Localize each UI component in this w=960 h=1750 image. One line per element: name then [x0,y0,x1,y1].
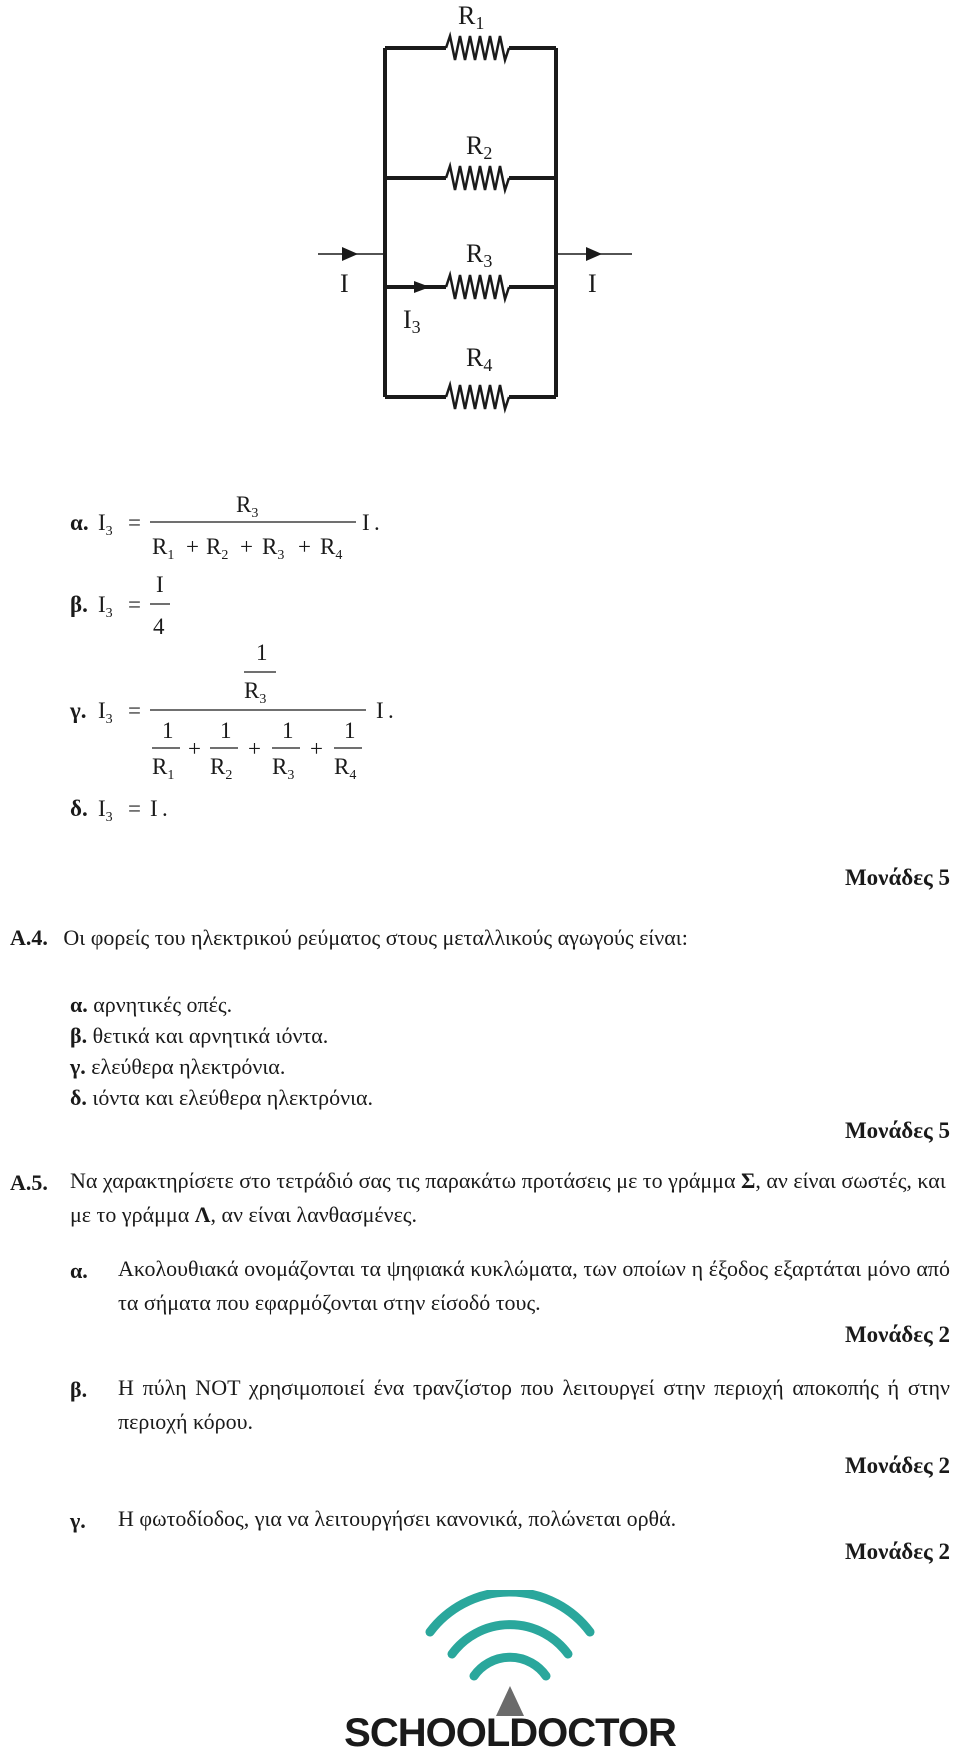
a4-number: A.4. [10,925,48,950]
option-delta-formula [70,796,168,825]
svg-text:γ.: γ. [70,698,87,723]
a4-question [10,925,688,951]
option-text: ιόντα και ελεύθερα ηλεκτρόνια. [92,1085,374,1110]
label-current-in: I [340,269,349,298]
svg-text:+: + [240,534,253,559]
svg-text:=: = [128,698,141,723]
option-gamma-formula [69,640,394,783]
svg-text:.: . [388,698,394,723]
resistor-r2 [446,166,509,190]
svg-text:.: . [374,510,380,535]
option-letter: γ. [70,1054,86,1079]
option-beta-formula [70,572,170,639]
svg-text:I: I [156,572,164,597]
label-current-out: I [588,269,597,298]
a5-item-b-text: Η πύλη NOT χρησιμοποιεί ένα τρανζίστορ που λειτουργεί στην περιοχή αποκοπής ή στην περιοχή κόρου. [118,1375,950,1434]
resistor-r1 [446,36,509,60]
svg-text:I: I [362,510,370,535]
letter-sigma: Σ [741,1168,756,1193]
a4-option-b [70,1023,328,1049]
svg-text:=: = [128,510,141,535]
svg-text:1: 1 [220,718,232,743]
schooldoctor-logo [330,1590,690,1750]
option-letter: β. [70,1023,88,1048]
svg-text:β.: β. [70,592,88,617]
a5-item-a-marks: Μονάδες 2 [844,1322,950,1347]
svg-text:+: + [248,736,261,761]
svg-text:1: 1 [344,718,356,743]
option-text: ελεύθερα ηλεκτρόνια. [91,1054,286,1079]
svg-text:R3: $R_3$ [262,534,285,563]
a4-option-d [70,1085,373,1111]
a5-item-a-letter: α. [70,1258,88,1283]
a5-instruction [70,1164,950,1232]
label-r2: R2 [466,131,493,163]
a4-text: Οι φορείς του ηλεκτρικού ρεύματος στους μεταλλικούς αγωγούς είναι: [63,925,688,950]
svg-text:I3: $I_3$ [98,592,113,621]
resistor-r3 [446,275,509,299]
svg-text:R2: $R_2$ [210,754,233,783]
resistor-r4 [446,385,509,409]
svg-text:I3: $I_3$ [98,796,113,825]
svg-text:R2: $R_2$ [206,534,229,563]
svg-text:I3: $I_3$ [98,698,113,727]
svg-text:R1: $R_1$ [152,534,175,563]
a5-intro-part3: , αν είναι λανθασμένες. [210,1202,418,1227]
label-r4: R4 [466,343,493,375]
svg-text:I: I [150,796,158,821]
output-current-arrow [586,247,602,261]
label-r3: R3 [466,239,493,271]
option-text: αρνητικές οπές. [93,992,233,1017]
svg-text:I3: $I_3$ [98,510,113,539]
input-current-arrow [342,247,358,261]
a5-intro-part2: , αν είναι σωστές, και με το γράμμα [70,1168,946,1227]
svg-text:I: I [376,698,384,723]
svg-text:4: 4 [153,614,165,639]
svg-text:R4: $R_4$ [334,754,357,783]
logo-text: SCHOOLDOCTOR [344,1711,676,1750]
svg-text:R4: $R_4$ [320,534,343,563]
formula-options [0,470,960,830]
a4-marks: Μονάδες 5 [844,1118,950,1143]
svg-text:1: 1 [256,640,268,665]
a5-item-b-letter: β. [70,1377,88,1402]
svg-text:=: = [128,796,141,821]
branch-current-arrow [414,281,430,293]
svg-text:+: + [310,736,323,761]
a5-item-c-marks: Μονάδες 2 [844,1539,950,1564]
svg-text:R1: $R_1$ [152,754,175,783]
svg-text:1: 1 [162,718,174,743]
svg-text:α.: α. [70,510,89,535]
svg-text:δ.: δ. [70,796,88,821]
label-r1: R1 [458,1,485,33]
option-text: θετικά και αρνητικά ιόντα. [92,1023,329,1048]
svg-text:.: . [162,796,168,821]
svg-text:R3: $R_3$ [236,492,259,521]
a4-option-a [70,992,232,1018]
a4-option-c [70,1054,285,1080]
a5-item-a-text: Ακολουθιακά ονομάζονται τα ψηφιακά κυκλώματα, των οποίων η έξοδος εξαρτάται μόνο από τα σήματα που εφαρμόζονται στην είσοδό τους. [118,1256,950,1315]
q3-marks: Μονάδες 5 [844,865,950,890]
svg-text:=: = [128,592,141,617]
label-current-i3: I3 [403,305,421,337]
a5-number: A.5. [10,1170,48,1195]
svg-text:R3: $R_3$ [272,754,295,783]
svg-text:1: 1 [282,718,294,743]
svg-text:+: + [186,534,199,559]
a5-item-c-text: Η φωτοδίοδος, για να λειτουργήσει κανονικά, πολώνεται ορθά. [118,1506,677,1531]
svg-text:+: + [188,736,201,761]
option-letter: α. [70,992,88,1017]
a5-intro-part1: Να χαρακτηρίσετε στο τετράδιό σας τις παρακάτω προτάσεις με το γράμμα [70,1168,741,1193]
option-letter: δ. [70,1085,87,1110]
parallel-circuit-diagram [0,0,960,440]
a5-item-b-marks: Μονάδες 2 [844,1453,950,1478]
svg-text:+: + [298,534,311,559]
option-alpha-formula [70,492,380,563]
letter-lambda: Λ [194,1202,211,1227]
svg-text:R3: $R_3$ [244,678,267,707]
wifi-icon [430,1592,590,1676]
a5-item-c-letter: γ. [70,1508,86,1533]
